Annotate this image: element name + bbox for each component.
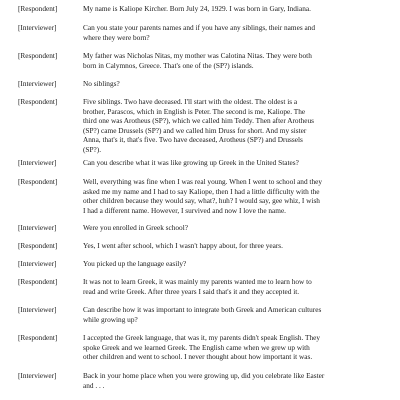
text-line: asked me my name and I had to say Kaliope, then I had a little difficulty with the [83, 186, 320, 196]
entry-text [83, 97, 383, 155]
text-line: brother, Parascos, which in English is Peter. The second is me, Kaliope. The [83, 106, 306, 116]
text-line: where they were born? [83, 32, 150, 42]
text-line: You picked up the language easily? [83, 259, 187, 268]
text-line: born in Calymnos, Greece. That's one of the (SP?) islands. [83, 60, 254, 70]
text-line: third one was Arotheus (SP?), which we called him Teddy. Then after Arotheus [83, 116, 314, 126]
text-line: and . . . [83, 380, 105, 390]
text-line: Back in your home place when you were growing up, did you celebrate like Easter [83, 371, 325, 380]
text-line: Anna, that's it, that's five. Two have deceased, Arotheus (SP?) and Drussels [83, 135, 303, 145]
text-line: Five siblings. Two have deceased. I'll start with the oldest. The oldest is a [83, 97, 298, 106]
transcript-entry [18, 223, 390, 233]
text-line: while growing up? [83, 314, 138, 324]
entry-text [83, 305, 383, 324]
text-line: read and write Greek. After three years I said that's it and they accepted it. [83, 286, 300, 296]
transcript-entry [18, 97, 390, 155]
text-line: spoke Greek and we learned Greek. The English came when we grew up with [83, 342, 310, 352]
text-line: Were you enrolled in Greek school? [83, 223, 188, 232]
entry-text [83, 333, 383, 362]
speaker-label: [Respondent] [18, 97, 58, 106]
transcript-entry [18, 177, 390, 215]
speaker-label: [Interviewer] [18, 79, 57, 88]
text-line: I accepted the Greek language, that was it, my parents didn't speak English. They [83, 333, 321, 342]
entry-text [83, 223, 383, 233]
entry-text [83, 277, 383, 296]
speaker-label: [Interviewer] [18, 259, 57, 268]
speaker-label: [Respondent] [18, 177, 58, 186]
speaker-label: [Respondent] [18, 4, 58, 13]
text-line: Yes, I went after school, which I wasn't happy about, for three years. [83, 241, 283, 250]
text-line: Can you state your parents names and if you have any siblings, their names and [83, 23, 316, 32]
entry-text [83, 79, 383, 89]
transcript-entry [18, 277, 390, 296]
speaker-label: [Interviewer] [18, 158, 57, 167]
entry-text [83, 241, 383, 251]
entry-text [83, 371, 383, 390]
text-line: My father was Nicholas Nitas, my mother was Calotina Nitas. They were both [83, 51, 312, 60]
transcript-entry [18, 333, 390, 362]
entry-text [83, 51, 383, 70]
transcript-entry [18, 371, 390, 390]
text-line: other children because they would say, what?, huh? I would say, gee whiz, I wish [83, 196, 320, 206]
transcript-entry [18, 51, 390, 70]
transcript-entry [18, 259, 390, 269]
transcript-entry [18, 4, 390, 14]
entry-text [83, 23, 383, 42]
speaker-label: [Interviewer] [18, 23, 57, 32]
text-line: Well, everything was fine when I was real young. When I went to school and they [83, 177, 322, 186]
text-line: My name is Kaliope Kircher. Born July 24, 1929. I was born in Gary, Indiana. [83, 4, 311, 13]
speaker-label: [Interviewer] [18, 305, 57, 314]
speaker-label: [Interviewer] [18, 223, 57, 232]
text-line: No siblings? [83, 79, 120, 88]
text-line: It was not to learn Greek, it was mainly my parents wanted me to learn how to [83, 277, 312, 286]
speaker-label: [Interviewer] [18, 371, 57, 380]
text-line: I had a different name. However, I survived and now I love the name. [83, 205, 287, 215]
text-line: (SP?). [83, 144, 102, 154]
text-line: Can describe how it was important to integrate both Greek and American cultures [83, 305, 322, 314]
transcript-entry [18, 79, 390, 89]
transcript-entry [18, 23, 390, 42]
speaker-label: [Respondent] [18, 277, 58, 286]
text-line: (SP?) came Drussels (SP?) and we called him Druss for short. And my sister [83, 125, 307, 135]
transcript-entry [18, 158, 390, 168]
speaker-label: [Respondent] [18, 333, 58, 342]
speaker-label: [Respondent] [18, 241, 58, 250]
text-line: other children and went to school. I never thought about how important it was. [83, 352, 313, 362]
transcript-entry [18, 305, 390, 324]
speaker-label: [Respondent] [18, 51, 58, 60]
entry-text [83, 4, 383, 14]
entry-text [83, 158, 383, 168]
entry-text [83, 177, 383, 215]
entry-text [83, 259, 383, 269]
text-line: Can you describe what it was like growing up Greek in the United States? [83, 158, 299, 167]
transcript-entry [18, 241, 390, 251]
